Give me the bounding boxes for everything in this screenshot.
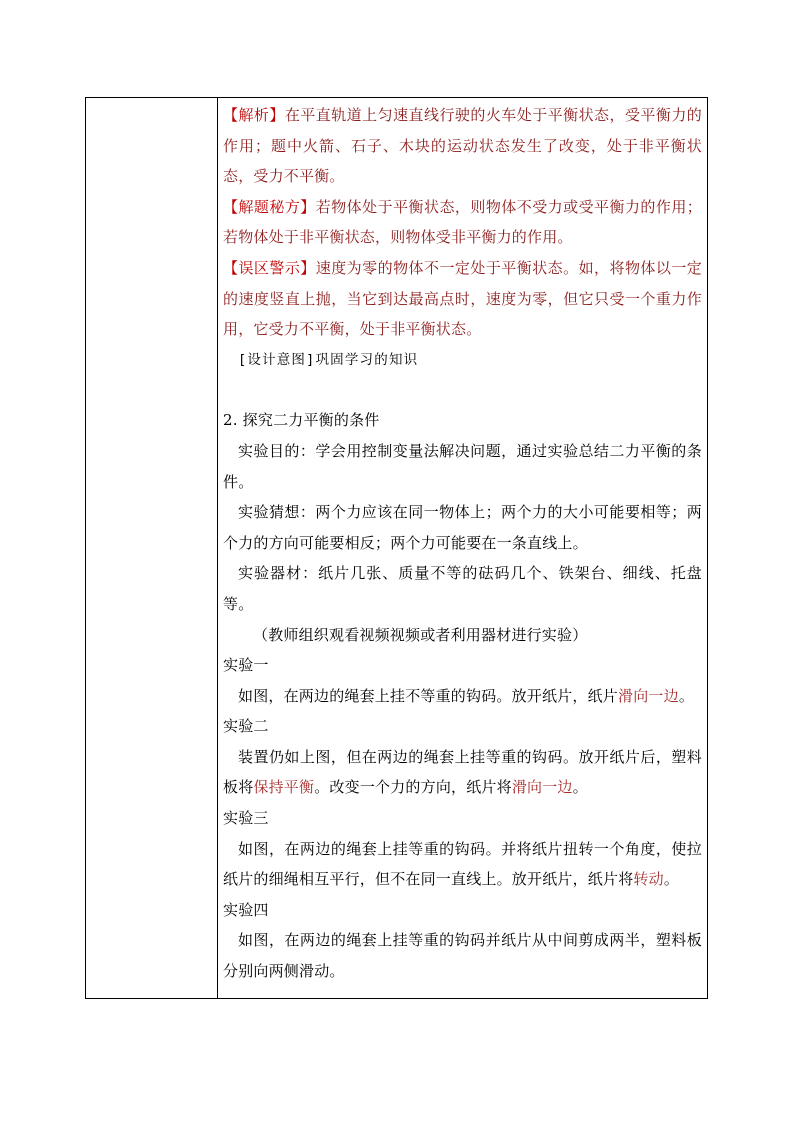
experiment-3-text-b: 。 [663,870,680,889]
secret-tag: 【解题秘方】 [223,197,316,216]
experiment-2-title: 实验二 [223,717,269,736]
teacher-note: （教师组织观看视频视频或者利用器材进行实验） [253,625,588,644]
column-divider [217,98,218,998]
experiment-4-title: 实验四 [223,900,269,919]
experiment-2-text-b: 。改变一个力的方向，纸片将 [314,778,512,797]
design-intent: [设计意图]巩固学习的知识 [238,351,419,368]
secret-text: 若物体处于平衡状态，则物体不受力或受平衡力的作用；若物体处于非平衡状态，则物体受非平衡力的作用。 [223,197,702,247]
experiment-3-title: 实验三 [223,809,269,828]
content-cell [223,100,702,987]
experiment-3-text [223,834,702,895]
warning-paragraph [223,253,702,345]
warning-text: 速度为零的物体不一定处于平衡状态。如，将物体以一定的速度竖直上抛，当它到达最高点时，速度为零，但它只受一个重力作用，它受力不平衡，处于非平衡状态。 [223,258,702,339]
experiment-2-text-a: 装置仍如上图，但在两边的绳套上挂等重的钩码。放开纸片后，塑料板将 [223,747,702,797]
section-title: 2. 探究二力平衡的条件 [223,411,380,430]
experiment-2-text-c: 。 [572,778,588,797]
experiment-1-text-b: 。 [678,686,695,705]
experiment-guess: 实验猜想：两个力应该在同一物体上；两个力的大小可能要相等；两个力的方向可能要相反；两个力可能要在一条直线上。 [223,503,702,552]
experiment-1-text-a: 如图，在两边的绳套上挂不等重的钩码。放开纸片，纸片 [238,686,619,705]
experiment-1-text [223,681,702,712]
experiment-1-highlight: 滑向一边 [618,686,679,705]
experiment-2-text [223,742,702,803]
spacer [223,375,702,405]
experiment-4-text: 如图，在两边的绳套上挂等重的钩码并纸片从中间剪成两半，塑料板分别向两侧滑动。 [223,931,702,981]
experiment-purpose: 实验目的：学会用控制变量法解决问题，通过实验总结二力平衡的条件。 [223,441,702,491]
warning-tag: 【误区警示】 [223,258,316,277]
experiment-equipment: 实验器材：纸片几张、质量不等的砝码几个、铁架台、细线、托盘等。 [223,564,702,613]
analysis-paragraph [223,100,702,192]
lesson-table [85,97,708,999]
analysis-tag: 【解析】 [223,106,285,124]
analysis-text: 在平直轨道上匀速直线行驶的火车处于平衡状态，受平衡力的作用；题中火箭、石子、木块的运动状态发生了改变，处于非平衡状态，受力不平衡。 [223,106,702,186]
experiment-1-title: 实验一 [223,656,269,675]
secret-paragraph [223,192,702,253]
experiment-2-highlight-b: 滑向一边 [511,778,573,797]
experiment-3-highlight: 转动 [633,870,664,889]
experiment-3-text-a: 如图，在两边的绳套上挂等重的钩码。并将纸片扭转一个角度，使拉纸片的细绳相互平行，但不在同一直线上。放开纸片，纸片将 [223,839,702,889]
experiment-2-highlight-a: 保持平衡 [253,778,315,797]
